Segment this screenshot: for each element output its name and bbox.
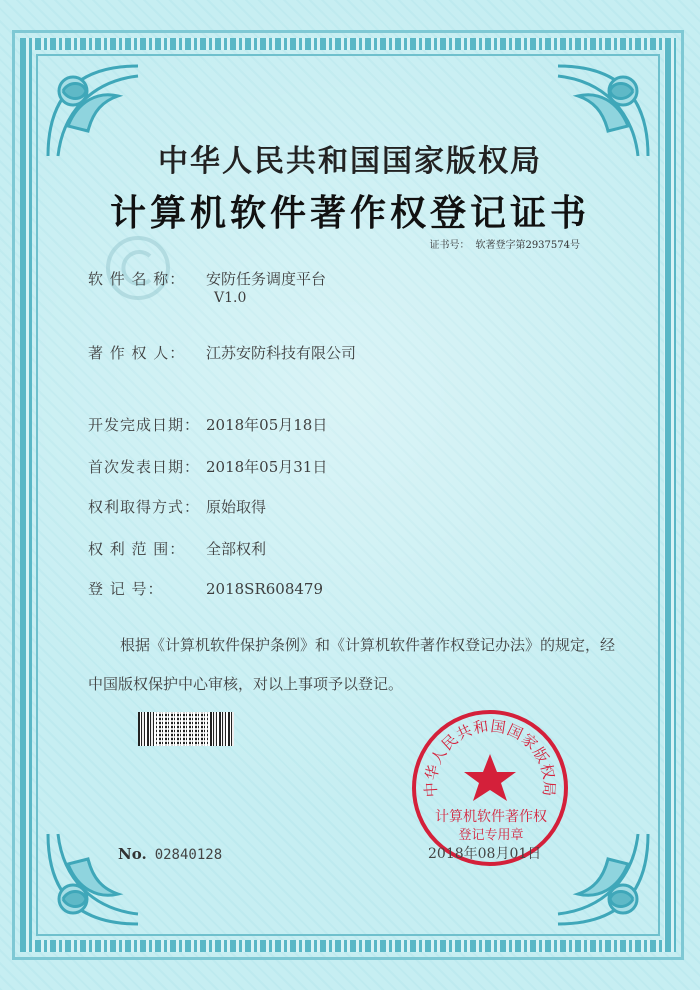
corner-ornament-icon — [38, 824, 148, 934]
software-name-value: 安防任务调度平台 — [206, 270, 327, 288]
scope-label: 权 利 范 围： — [88, 540, 186, 558]
dev-date-label: 开发完成日期： — [88, 416, 201, 434]
software-name-label: 软 件 名 称： — [88, 270, 186, 288]
serial-number — [118, 845, 222, 863]
qr-pattern-icon — [156, 712, 208, 746]
certificate-number-value: 软著登字第2937574号 — [475, 240, 580, 251]
scope-row — [88, 538, 266, 559]
registration-value: 2018SR608479 — [206, 580, 324, 598]
pub-date-row — [88, 456, 327, 477]
seal-text-line1: 计算机软件著作权 — [435, 809, 547, 825]
software-version: V1.0 — [214, 290, 247, 306]
statement-paragraph: 根据《计算机软件保护条例》和《计算机软件著作权登记办法》的规定，经中国版权保护中心审核，对以上事项予以登记。 — [88, 636, 616, 693]
owner-value: 江苏安防科技有限公司 — [206, 344, 357, 362]
acquisition-label: 权利取得方式： — [88, 498, 201, 516]
certificate-title: 计算机软件著作权登记证书 — [109, 192, 590, 234]
scope-value: 全部权利 — [206, 540, 267, 558]
acquisition-value: 原始取得 — [206, 498, 267, 516]
registration-row — [88, 578, 323, 599]
serial-value: 02840128 — [154, 847, 223, 863]
certificate-number — [423, 236, 580, 251]
registration-label: 登 记 号： — [88, 580, 164, 598]
pub-date-value: 2018年05月31日 — [206, 458, 328, 476]
issuing-agency: 中华人民共和国国家版权局 — [158, 144, 542, 179]
acquisition-row — [88, 496, 266, 517]
software-name-row — [88, 268, 326, 289]
certificate-number-label: 证书号： — [429, 240, 470, 251]
dev-date-value: 2018年05月18日 — [206, 416, 328, 434]
dev-date-row — [88, 414, 327, 435]
issue-date: 2018年08月01日 — [428, 846, 542, 862]
pub-date-label: 首次发表日期： — [88, 458, 201, 476]
seal-arc-text: 中华人民共和国国家版权局 — [421, 716, 559, 798]
owner-row — [88, 342, 356, 363]
serial-label: No. — [118, 845, 147, 863]
seal-text-line2: 登记专用章 — [458, 828, 524, 843]
owner-label: 著 作 权 人： — [88, 344, 186, 362]
